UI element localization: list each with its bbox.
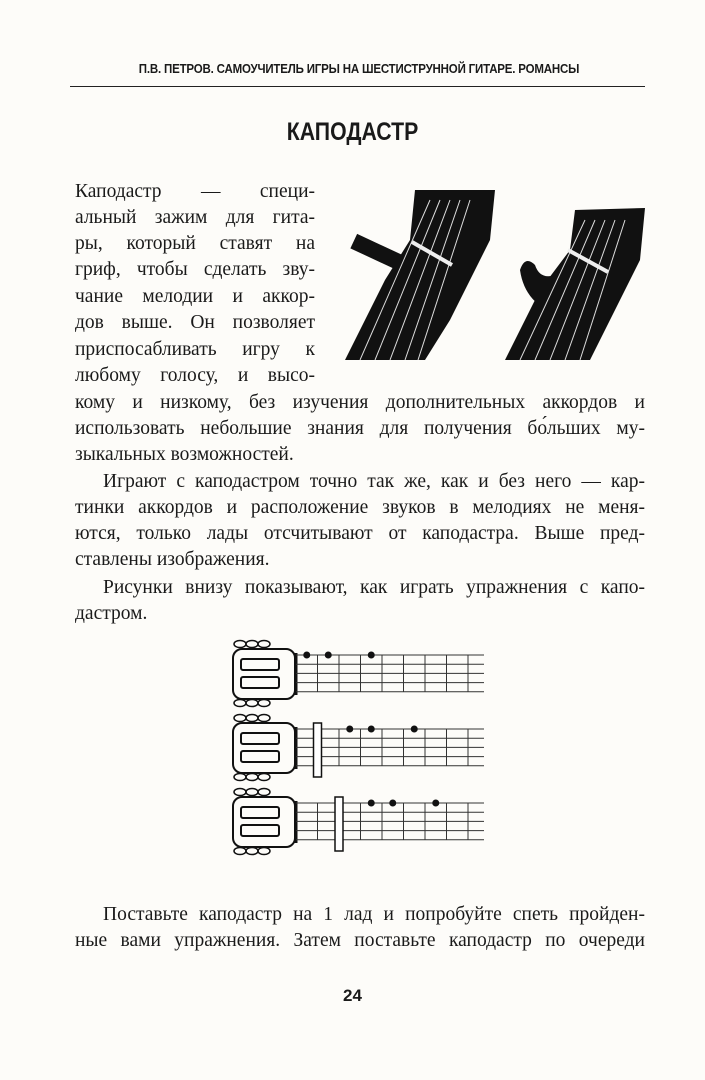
text-line: кому и низкому, без изучения дополнительных аккордов и (75, 392, 645, 413)
tuning-peg-icon (258, 848, 270, 855)
capo-fretboard-diagrams (230, 635, 490, 870)
page-number: 24 (343, 986, 362, 1005)
text-line: ются, только лады отсчитывают от каподастра. Выше пред- (75, 523, 645, 544)
tuning-peg-icon (234, 715, 246, 722)
tuning-peg-icon (258, 715, 270, 722)
tuning-peg-icon (234, 789, 246, 796)
tuning-peg-icon (246, 848, 258, 855)
tuning-peg-icon (234, 700, 246, 707)
headstock-slot-icon (241, 825, 279, 836)
text-line: альный зажим для гита- (75, 207, 315, 228)
text-line: зыкальных возможностей. (75, 444, 294, 465)
text-line: дастром. (75, 603, 148, 624)
tuning-peg-icon (258, 641, 270, 648)
tuning-peg-icon (246, 774, 258, 781)
note-dot (368, 800, 375, 807)
tuning-peg-icon (258, 789, 270, 796)
note-dot (389, 800, 396, 807)
text-line: гриф, чтобы сделать зву- (75, 259, 315, 280)
tuning-peg-icon (234, 641, 246, 648)
headstock-icon (233, 723, 295, 773)
text-line: Играют с каподастром точно так же, как и без него — кар- (103, 471, 645, 492)
text-line: Поставьте каподастр на 1 лад и попробуйте спеть пройден- (103, 904, 645, 925)
headstock-slot-icon (241, 659, 279, 670)
headstock-slot-icon (241, 751, 279, 762)
headstock-slot-icon (241, 677, 279, 688)
text-line: Рисунки внизу показывают, как играть упражнения с капо- (103, 577, 645, 598)
headstock-icon (233, 797, 295, 847)
tuning-peg-icon (246, 641, 258, 648)
note-dot (432, 800, 439, 807)
headstock-slot-icon (241, 733, 279, 744)
text-line: ные вами упражнения. Затем поставьте каподастр по очереди (75, 930, 645, 951)
tuning-peg-icon (258, 774, 270, 781)
tuning-peg-icon (246, 700, 258, 707)
tuning-peg-icon (234, 774, 246, 781)
capo-bar (314, 723, 322, 777)
capo-bar (335, 797, 343, 851)
tuning-peg-icon (246, 715, 258, 722)
tuning-peg-icon (258, 700, 270, 707)
text-line: ры, который ставят на (75, 233, 315, 254)
note-dot (303, 652, 310, 659)
text-line: тинки аккордов и расположение звуков в мелодиях не меня- (75, 497, 645, 518)
note-dot (346, 726, 353, 733)
note-dot (368, 652, 375, 659)
text-line: чание мелодии и аккор- (75, 286, 315, 307)
text-line: ставлены изображения. (75, 549, 270, 570)
headstock-slot-icon (241, 807, 279, 818)
note-dot (325, 652, 332, 659)
note-dot (411, 726, 418, 733)
guitar-neck-with-capo-1 (345, 190, 495, 360)
text-line: использовать небольшие знания для получения бо́льших му- (75, 418, 645, 439)
text-line: дов выше. Он позволяет (75, 312, 315, 333)
text-line: любому голосу, и высо- (75, 365, 315, 386)
capo-photos (340, 180, 670, 360)
headstock-icon (233, 649, 295, 699)
tuning-peg-icon (234, 848, 246, 855)
section-title: КАПОДАСТР (286, 118, 419, 146)
text-line: Каподастр — специ- (75, 181, 315, 202)
running-header: П.В. ПЕТРОВ. САМОУЧИТЕЛЬ ИГРЫ НА ШЕСТИСТРУННОЙ ГИТАРЕ. РОМАНСЫ (138, 62, 580, 76)
text-line: приспосабливать игру к (75, 339, 315, 360)
note-dot (368, 726, 375, 733)
tuning-peg-icon (246, 789, 258, 796)
header-rule (70, 86, 645, 87)
guitar-neck-with-capo-2 (505, 208, 645, 360)
